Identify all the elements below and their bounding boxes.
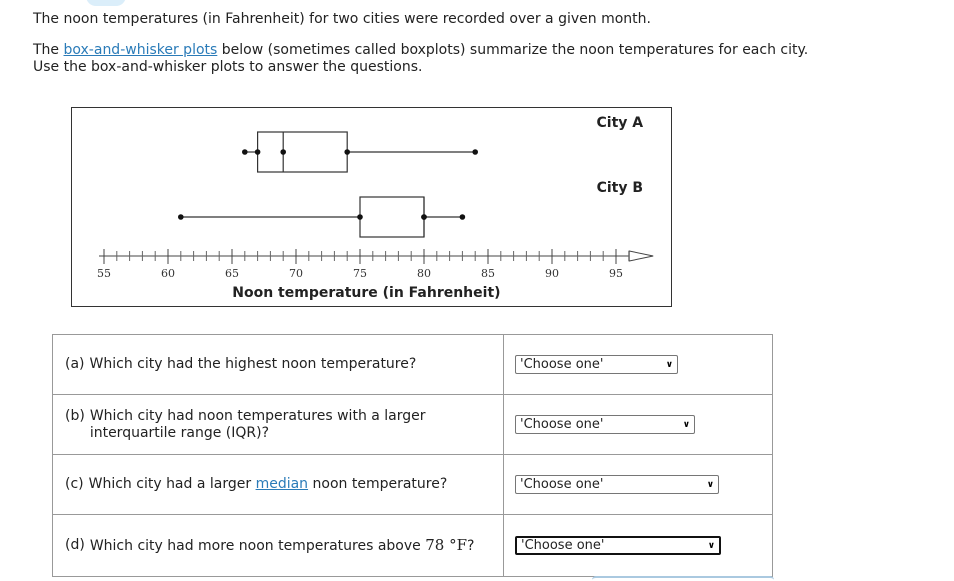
x-tick-label: 65 [225,267,239,280]
answer-select-c-value: 'Choose one' [520,477,604,492]
x-tick-label: 75 [353,267,367,280]
x-tick-label: 85 [481,267,495,280]
question-text-c-post: noon temperature? [308,476,448,492]
question-cell-a [53,335,504,395]
question-text-c [89,476,491,493]
question-text-c-pre: Which city had a larger [88,476,256,492]
city-a-q1-point [255,149,261,155]
x-tick-label: 60 [161,267,175,280]
city-a-box [258,132,348,172]
city-a-label: City A [596,115,644,131]
intro-line-1: The noon temperatures (in Fahrenheit) for two cities were recorded over a given month. [33,11,651,27]
intro-line-2-pre: The [33,42,64,58]
city-b-min-point [178,214,184,220]
boxplot-svg [72,108,671,306]
question-text-b: Which city had noon temperatures with a larger interquartile range (IQR)? [89,407,426,441]
chevron-down-icon: ∨ [706,479,714,490]
city-a-max-point [472,149,478,155]
question-row-b [53,395,773,455]
question-row-c [53,455,773,515]
city-b-label: City B [596,180,644,196]
answer-cell-b [504,395,773,455]
answer-cell-c [504,455,773,515]
intro-line-2-post: below (sometimes called boxplots) summarize the noon temperatures for each city. [217,42,809,58]
question-cell-d [53,515,504,577]
question-label-b: (b) [65,407,85,424]
question-text-a: Which city had the highest noon temperature? [89,356,417,372]
answer-select-c[interactable] [515,475,719,494]
question-label-d: (d) [65,536,85,553]
answer-select-b[interactable] [515,415,695,434]
x-tick-label: 90 [545,267,559,280]
question-row-d [53,515,773,577]
top-tab-stub [86,0,126,6]
question-cell-c [53,455,504,515]
answer-select-d[interactable] [515,536,721,555]
boxplot-link[interactable]: box-and-whisker plots [63,42,218,58]
city-b-box [360,197,424,237]
question-text-d [90,537,491,555]
x-tick-label: 70 [289,267,303,280]
city-b-max-point [460,214,466,220]
boxplot-chart [71,107,672,307]
question-row-a [53,335,773,395]
question-text-d-post: ? [466,537,475,554]
answer-select-d-value: 'Choose one' [521,538,605,553]
x-axis-title: Noon temperature (in Fahrenheit) [232,285,501,301]
x-tick-label: 95 [609,267,623,280]
question-label-c: (c) [65,476,84,492]
x-axis-arrow [629,251,653,261]
x-tick-label: 55 [97,267,111,280]
question-label-a: (a) [65,356,85,372]
intro-line-2 [33,42,808,59]
city-a-min-point [242,149,248,155]
city-b-q1-point [357,214,363,220]
city-a-q3-point [344,149,350,155]
city-a-median-point [280,149,286,155]
questions-table [52,334,773,577]
answer-select-a[interactable] [515,355,678,374]
chevron-down-icon: ∨ [682,419,690,430]
answer-cell-a [504,335,773,395]
city-b-q3-point [421,214,427,220]
answer-select-a-value: 'Choose one' [520,357,604,372]
question-cell-b [53,395,504,455]
intro-line-3: Use the box-and-whisker plots to answer the questions. [33,59,423,75]
x-tick-label: 80 [417,267,431,280]
question-text-d-pre: Which city had more noon temperatures above [89,537,426,554]
answer-cell-d [504,515,773,577]
temperature-value: 78 °F [425,535,467,554]
chevron-down-icon: ∨ [707,540,715,551]
answer-select-b-value: 'Choose one' [520,417,604,432]
chevron-down-icon: ∨ [665,359,673,370]
median-link[interactable]: median [255,476,309,492]
